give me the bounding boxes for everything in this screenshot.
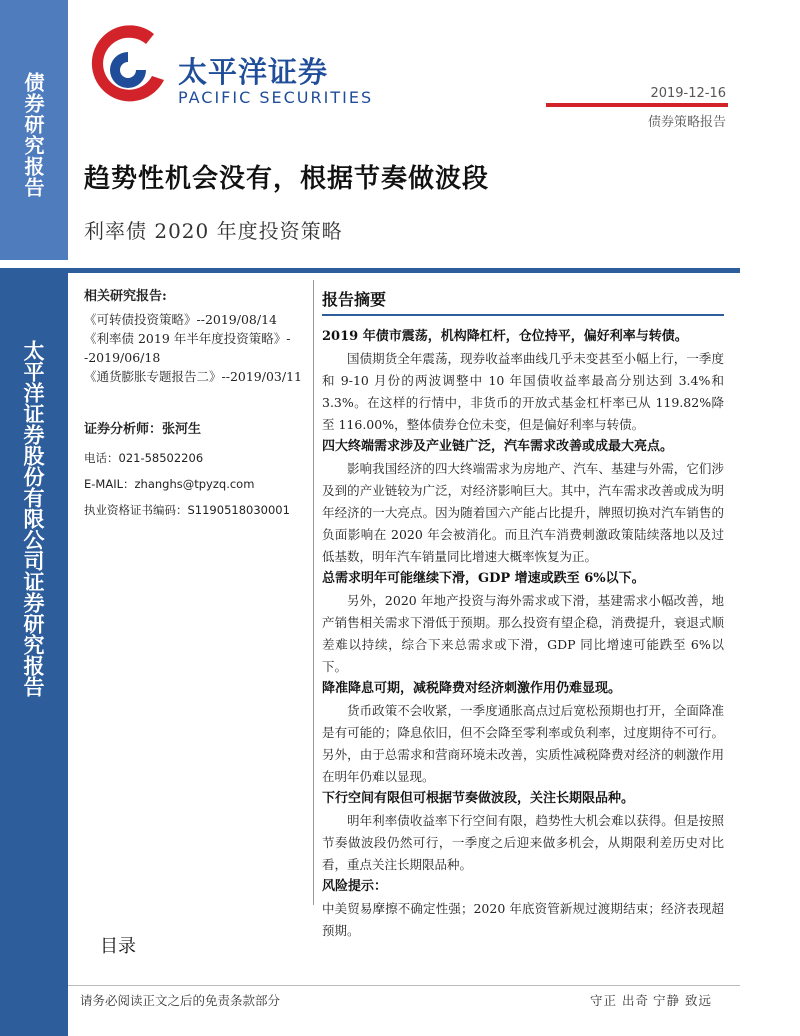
abstract-column — [322, 287, 724, 942]
related-reports-label: 相关研究报告: — [84, 289, 167, 304]
abstract-section-title: 四大终端需求涉及产业链广泛，汽车需求改善或成最大亮点。 — [322, 439, 674, 454]
page-title: 趋势性机会没有，根据节奏做波段 — [84, 164, 490, 194]
abstract-section-title: 下行空间有限但可根据节奏做波段，关注长期限品种。 — [322, 791, 635, 806]
abstract-section-body: 货币政策不会收紧，一季度通胀高点过后宽松预期也打开，全面降准是有可能的；降息依旧，但不会降至零利率或负利率，过度期待不可行。另外，由于总需求和营商环境未改善，实质性减税降费对经济的刺激作用在明年仍难以显现。 — [322, 703, 724, 784]
report-date: 2019-12-16 — [650, 86, 726, 101]
abstract-rule — [322, 314, 724, 316]
footer-motto — [590, 991, 712, 1009]
related-report-item: 《可转债投资策略》--2019/08/14 — [84, 312, 277, 327]
footer-motto-b: 宁静 致远 — [652, 993, 712, 1008]
footer-disclaimer: 请务必阅读正文之后的免责条款部分 — [80, 993, 281, 1008]
title-divider — [68, 268, 740, 273]
related-report-item: 《利率债 2019 年半年度投资策略》--2019/06/18 — [84, 331, 291, 365]
abstract-section-body: 影响我国经济的四大终端需求为房地产、汽车、基建与外需，它们涉及到的产业链较为广泛，对经济影响巨大。其中，汽车需求改善或成为明年经济的一大亮点。因为随着国六产能占比提升，牌照切换对汽车销售的负面影响在 2020 年会被消化。而且汽车消费刺激政策陆续落地以及过低基数，明年汽车销量同比增速大概率恢复为正。 — [322, 461, 724, 564]
analyst-name: 证券分析师：张河生 — [84, 422, 202, 437]
page-subtitle: 利率债 2020 年度投资策略 — [84, 219, 343, 243]
footer-motto-a: 守正 出奇 — [590, 993, 649, 1008]
analyst-phone: 电话：021-58502206 — [84, 451, 204, 465]
sidebar-report-category: 债券研究报告 — [21, 72, 45, 198]
analyst-email: E-MAIL：zhanghs@tpyzq.com — [84, 477, 255, 491]
abstract-section-title: 总需求明年可能继续下滑，GDP 增速或跌至 6%以下。 — [322, 571, 645, 586]
brand-name-cn: 太平洋证券 — [178, 55, 329, 89]
abstract-heading: 报告摘要 — [322, 290, 387, 309]
risk-title: 风险提示： — [322, 879, 388, 894]
sidebar-company-label: 太平洋证券股份有限公司证券研究报告 — [21, 340, 45, 697]
column-divider — [313, 280, 314, 905]
abstract-section-body: 另外，2020 年地产投资与海外需求或下滑，基建需求小幅改善，地产销售相关需求下滑低于预期。那么投资有望企稳，消费提升，衰退式顺差难以持续，综合下来总需求或下滑，GDP 同比增速可能跌至 6%以下。 — [322, 593, 724, 674]
abstract-section-title: 降准降息可期，减税降费对经济刺激作用仍难显现。 — [322, 681, 622, 696]
brand-name-en: PACIFIC SECURITIES — [178, 88, 374, 107]
toc-heading: 目录 — [100, 936, 136, 957]
abstract-section-body: 国债期货全年震荡，现券收益率曲线几乎未变甚至小幅上行，一季度和 9-10 月份的两波调整中 10 年国债收益率最高分别达到 3.4%和 3.3%。在这样的行情中，非货币的开放式基金杠杆率已从 119.82%降至 116.00%，整体债券仓位未变，但是偏好利率与转债。 — [322, 351, 724, 432]
abstract-section-title: 2019 年债市震荡，机构降杠杆，仓位持平，偏好利率与转债。 — [322, 329, 688, 344]
analyst-certificate: 执业资格证书编码：S1190518030001 — [84, 503, 290, 517]
left-info-column — [84, 285, 306, 523]
pacific-logo-icon — [84, 22, 174, 112]
risk-body: 中美贸易摩擦不确定性强；2020 年底资管新规过渡期结束；经济表现超预期。 — [322, 901, 724, 938]
abstract-section-body: 明年利率债收益率下行空间有限，趋势性大机会难以获得。但是按照节奏做波段仍然可行，一季度之后迎来做多机会，从期限利差历史对比看，重点关注长期限品种。 — [322, 813, 724, 872]
header-red-rule — [546, 103, 728, 107]
footer-rule — [68, 985, 740, 986]
related-report-item: 《通货膨胀专题报告二》--2019/03/11 — [84, 369, 302, 384]
report-type: 债券策略报告 — [647, 115, 726, 130]
